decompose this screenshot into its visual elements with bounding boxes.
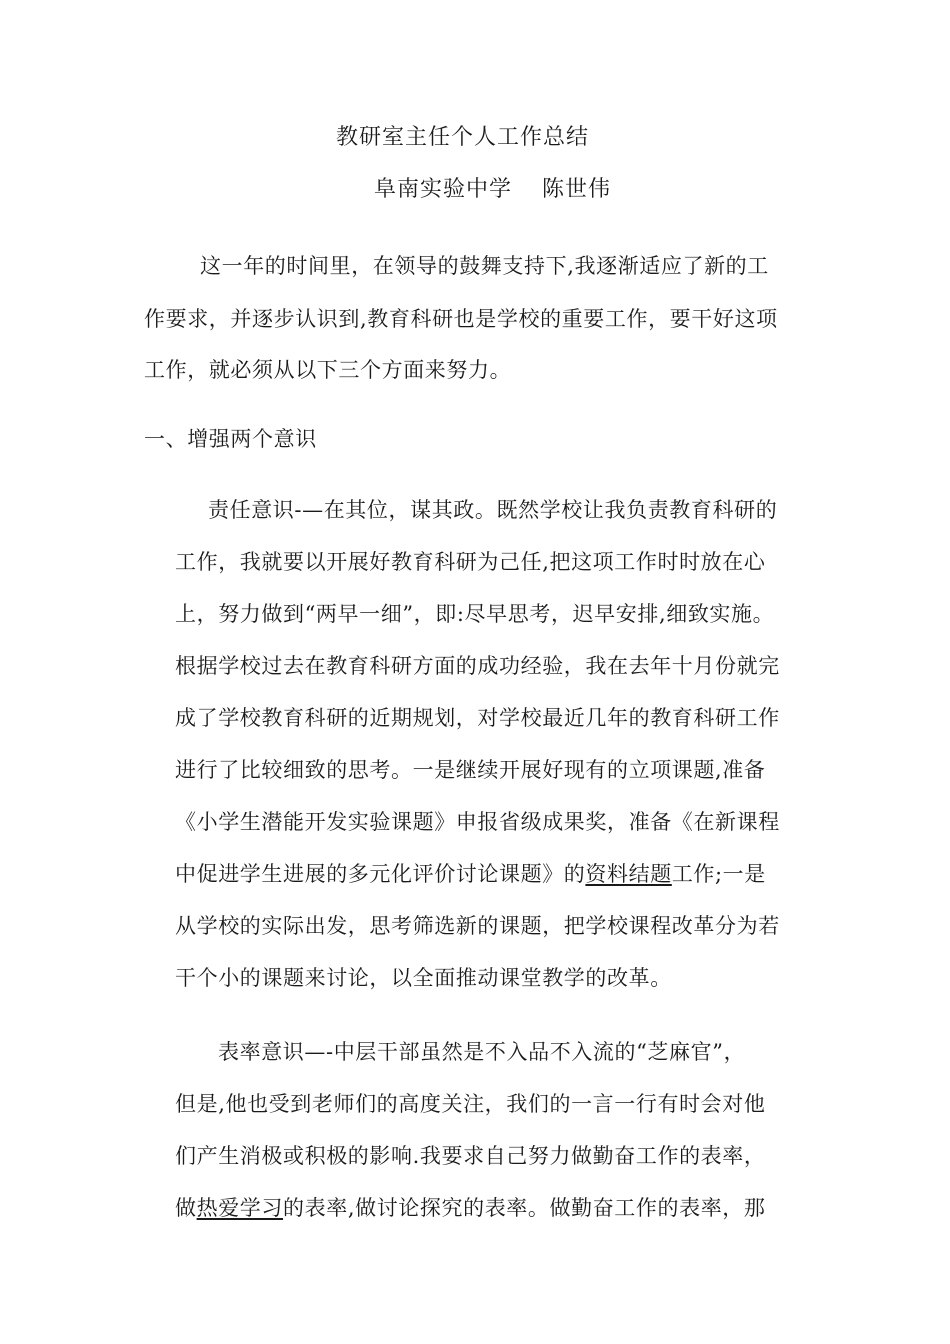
paragraph-line: 从学校的实际出发，思考筛选新的课题，把学校课程改革分为若 bbox=[175, 914, 780, 938]
paragraph-line bbox=[175, 860, 766, 888]
intro-line: 这一年的时间里，在领导的鼓舞支持下,我逐渐适应了新的工 bbox=[200, 254, 769, 278]
paragraph-line: 干个小的课题来讨论，以全面推动课堂教学的改革。 bbox=[175, 966, 672, 990]
paragraph-line: 表率意识—-中层干部虽然是不入品不入流的“芝麻官”， bbox=[218, 1040, 746, 1064]
intro-line: 工作，就必须从以下三个方面来努力。 bbox=[144, 358, 512, 382]
author-name: 陈世伟 bbox=[542, 177, 612, 202]
paragraph-line: 成了学校教育科研的近期规划，对学校最近几年的教育科研工作 bbox=[175, 706, 780, 730]
document-subtitle bbox=[374, 176, 611, 204]
paragraph-line: 根据学校过去在教育科研方面的成功经验，我在去年十月份就完 bbox=[175, 654, 780, 678]
line-text: 中促进学生进展的多元化评价讨论课题》的 bbox=[175, 862, 586, 886]
paragraph-line: 进行了比较细致的思考。一是继续开展好现有的立项课题,准备 bbox=[175, 758, 766, 782]
paragraph-line: 们产生消极或积极的影响.我要求自己努力做勤奋工作的表率， bbox=[175, 1144, 766, 1168]
line-text: 的表率,做讨论探究的表率。做勤奋工作的表率，那 bbox=[283, 1196, 766, 1220]
paragraph-line: 上，努力做到“两早一细”，即:尽早思考，迟早安排,细致实施。 bbox=[175, 602, 775, 626]
line-text: 做 bbox=[175, 1196, 197, 1220]
document-title: 教研室主任个人工作总结 bbox=[336, 125, 590, 150]
underlined-term: 资料结题 bbox=[585, 862, 672, 886]
paragraph-line: 工作，我就要以开展好教育科研为己任,把这项工作时时放在心 bbox=[175, 550, 766, 574]
school-name: 阜南实验中学 bbox=[374, 177, 513, 202]
paragraph-line: 责任意识-—在其位，谋其政。既然学校让我负责教育科研的 bbox=[208, 498, 778, 522]
intro-line: 作要求，并逐步认识到,教育科研也是学校的重要工作，要干好这项 bbox=[144, 307, 778, 331]
paragraph-line bbox=[175, 1194, 766, 1222]
section-heading: 一、增强两个意识 bbox=[144, 427, 317, 451]
paragraph-line: 《小学生潜能开发实验课题》申报省级成果奖，准备《在新课程 bbox=[175, 810, 780, 834]
paragraph-line: 但是,他也受到老师们的高度关注，我们的一言一行有时会对他 bbox=[175, 1092, 766, 1116]
line-text: 工作;一是 bbox=[671, 862, 766, 886]
underlined-term: 热爱学习 bbox=[196, 1196, 284, 1220]
